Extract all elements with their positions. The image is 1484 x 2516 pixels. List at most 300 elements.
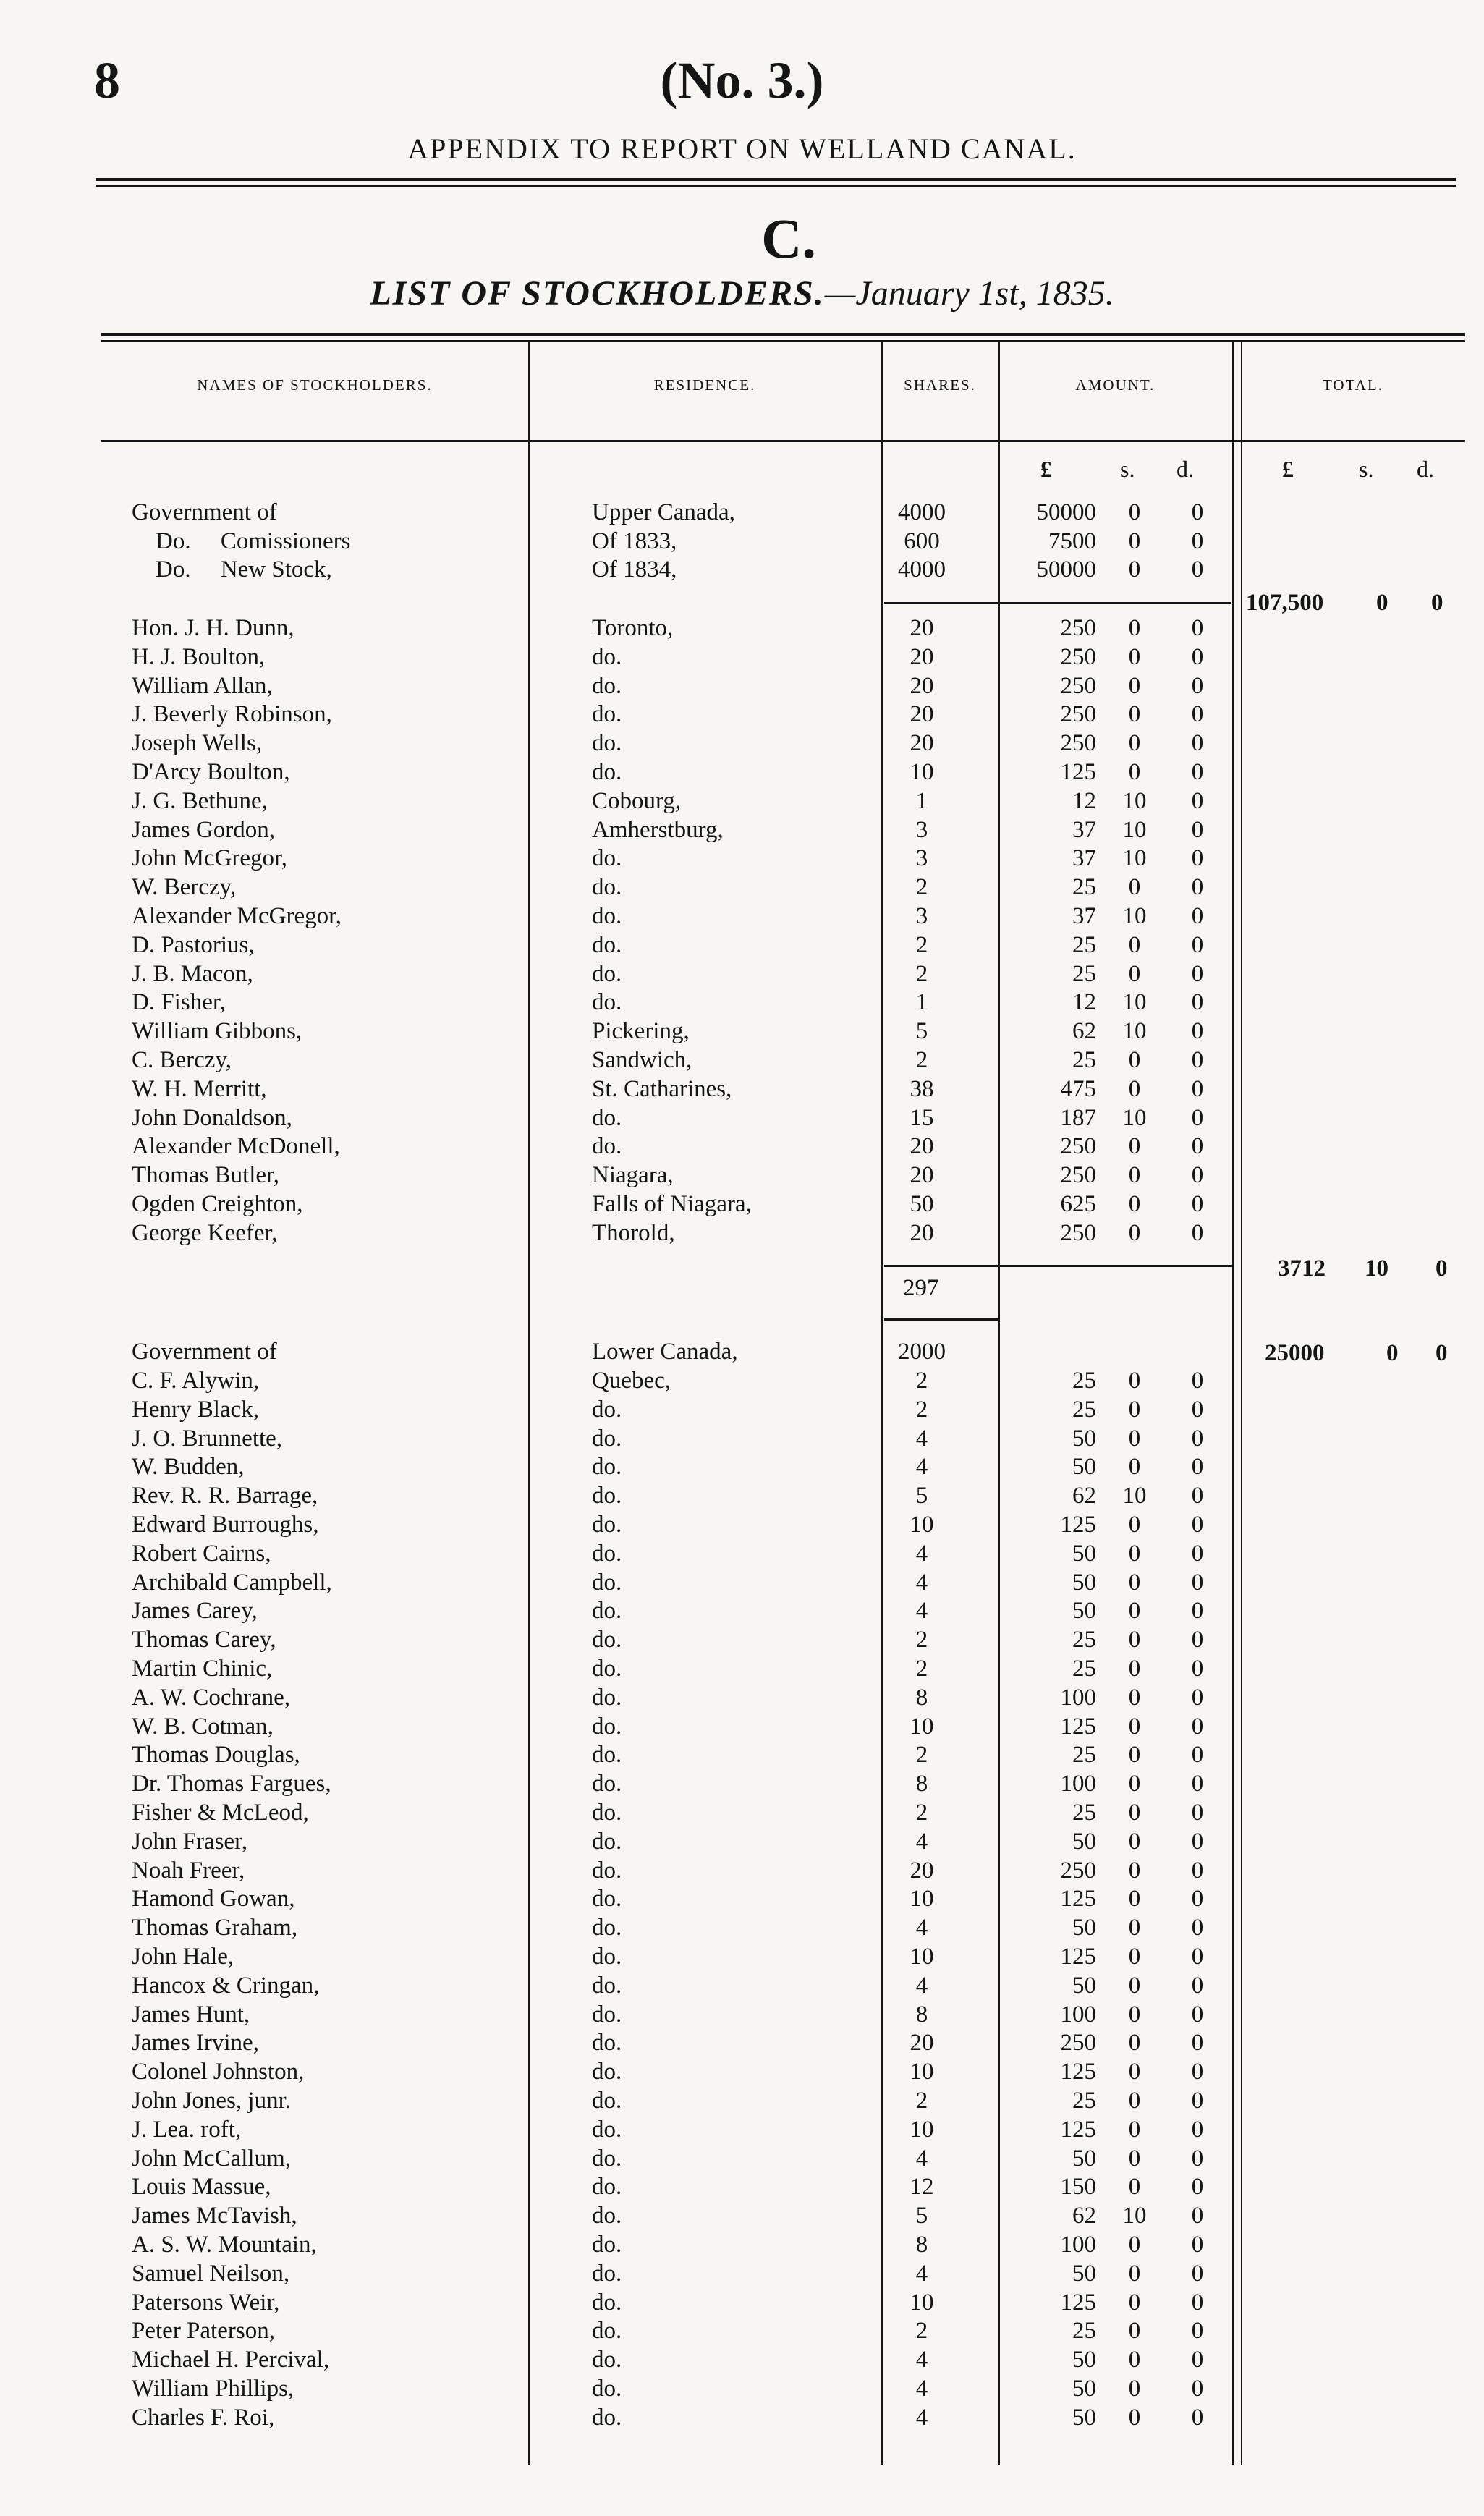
stockholder-shares: 4 — [915, 1569, 928, 1596]
amount-pounds: 50 — [1072, 1540, 1096, 1567]
amount-pence: 0 — [1191, 1627, 1204, 1653]
table-row — [0, 788, 1484, 817]
amount-shillings: 0 — [1128, 1396, 1141, 1423]
stockholder-shares: 4000 — [898, 499, 946, 525]
table-row — [0, 2405, 1484, 2434]
stockholder-residence: do. — [592, 1944, 622, 1970]
stockholder-residence: do. — [592, 903, 622, 929]
upper-total-shillings: 0 — [1376, 590, 1388, 616]
amount-shillings: 0 — [1128, 874, 1141, 901]
page-number: 8 — [94, 51, 120, 109]
amount-shillings: 0 — [1128, 2030, 1141, 2057]
amount-pounds: 125 — [1060, 1886, 1096, 1913]
stockholder-shares: 15 — [910, 1104, 934, 1131]
lower-total-pounds: 25000 — [1265, 1340, 1325, 1366]
table-row — [0, 528, 1484, 557]
table-row — [0, 1483, 1484, 1512]
stockholder-shares: 20 — [910, 1857, 934, 1884]
stockholder-name: Fisher & McLeod, — [132, 1800, 309, 1826]
table-row — [0, 644, 1484, 673]
amount-shillings: 0 — [1128, 931, 1141, 958]
upper-total-pence: 0 — [1431, 590, 1443, 616]
stockholder-name: Michael H. Percival, — [132, 2347, 330, 2373]
table-row — [0, 1598, 1484, 1627]
amount-shillings: 0 — [1128, 2404, 1141, 2431]
amount-shillings: 0 — [1128, 615, 1141, 641]
table-row — [0, 2232, 1484, 2261]
amount-shillings: 0 — [1128, 1684, 1141, 1711]
stockholder-shares: 4000 — [898, 556, 946, 583]
stockholder-shares: 20 — [910, 2030, 934, 2057]
table-row — [0, 1105, 1484, 1134]
stockholder-name: Noah Freer, — [132, 1857, 245, 1884]
unit-pence: d. — [1176, 456, 1194, 482]
stockholder-name: James Gordon, — [132, 816, 275, 843]
stockholder-name: Thomas Graham, — [132, 1915, 298, 1941]
amount-pence: 0 — [1191, 1133, 1204, 1160]
amount-pounds: 125 — [1060, 1944, 1096, 1970]
amount-pence: 0 — [1191, 2260, 1204, 2287]
amount-pence: 0 — [1191, 528, 1204, 554]
stockholder-residence: do. — [592, 989, 622, 1016]
amount-pounds: 125 — [1060, 2116, 1096, 2143]
amount-pence: 0 — [1191, 2404, 1204, 2431]
amount-pence: 0 — [1191, 1771, 1204, 1797]
stockholder-shares: 3 — [915, 816, 928, 843]
amount-pounds: 250 — [1060, 1133, 1096, 1160]
table-row — [0, 556, 1484, 585]
amount-pounds: 187 — [1060, 1104, 1096, 1131]
stockholder-name: Martin Chinic, — [132, 1656, 273, 1682]
stockholder-name: Ogden Creighton, — [132, 1191, 303, 1217]
stockholder-residence: do. — [592, 1800, 622, 1826]
amount-shillings: 10 — [1122, 2203, 1147, 2229]
amount-shillings: 0 — [1128, 1425, 1141, 1452]
stockholder-name: Dr. Thomas Fargues, — [132, 1771, 331, 1797]
lower-total-shillings: 0 — [1386, 1340, 1399, 1366]
stockholder-residence: Falls of Niagara, — [592, 1191, 752, 1217]
appendix-title: APPENDIX TO REPORT ON WELLAND CANAL. — [407, 132, 1077, 165]
stockholder-shares: 20 — [910, 701, 934, 728]
amount-shillings: 10 — [1122, 787, 1147, 814]
stockholder-name: James McTavish, — [132, 2203, 297, 2229]
amount-pounds: 50 — [1072, 2404, 1096, 2431]
stockholder-shares: 10 — [910, 2289, 934, 2316]
stockholder-shares: 2 — [915, 1396, 928, 1423]
amount-pence: 0 — [1191, 2145, 1204, 2172]
amount-pounds: 25 — [1072, 1656, 1096, 1682]
stockholder-shares: 4 — [915, 1915, 928, 1941]
table-row — [0, 961, 1484, 990]
amount-pounds: 250 — [1060, 672, 1096, 699]
stockholder-shares: 20 — [910, 1162, 934, 1189]
stockholder-residence: do. — [592, 960, 622, 987]
table-row — [0, 2318, 1484, 2347]
stockholder-shares: 4 — [915, 2376, 928, 2402]
amount-shillings: 0 — [1128, 643, 1141, 670]
private-amount-rule — [998, 1265, 1232, 1267]
amount-pence: 0 — [1191, 1018, 1204, 1045]
amount-pence: 0 — [1191, 989, 1204, 1016]
stockholder-name: Archibald Campbell, — [132, 1569, 332, 1596]
table-row — [0, 1512, 1484, 1541]
amount-pence: 0 — [1191, 1191, 1204, 1217]
amount-pence: 0 — [1191, 1396, 1204, 1423]
stockholder-residence: do. — [592, 1627, 622, 1653]
stockholder-residence: do. — [592, 1886, 622, 1913]
amount-shillings: 0 — [1128, 2145, 1141, 2172]
stockholder-residence: do. — [592, 1569, 622, 1596]
amount-shillings: 0 — [1128, 1972, 1141, 1999]
stockholder-name: Henry Black, — [132, 1396, 259, 1423]
stockholder-name: William Allan, — [132, 672, 273, 699]
table-row — [0, 1973, 1484, 2002]
table-row — [0, 2290, 1484, 2318]
amount-pence: 0 — [1191, 1540, 1204, 1567]
table-row — [0, 932, 1484, 961]
stockholder-name: J. Beverly Robinson, — [132, 701, 332, 728]
amount-shillings: 0 — [1128, 1598, 1141, 1625]
table-row — [0, 1368, 1484, 1397]
amount-pence: 0 — [1191, 2318, 1204, 2345]
stockholder-shares: 20 — [910, 730, 934, 757]
private-subtotal-rule-top — [884, 1265, 998, 1267]
stockholder-name: William Phillips, — [132, 2376, 294, 2402]
stockholder-name: A. W. Cochrane, — [132, 1684, 291, 1711]
amount-pounds: 100 — [1060, 1771, 1096, 1797]
stockholder-name: Do. Comissioners — [132, 528, 351, 554]
amount-shillings: 0 — [1128, 2174, 1141, 2201]
stockholder-shares: 20 — [910, 1219, 934, 1246]
stockholder-name: James Irvine, — [132, 2030, 259, 2057]
table-row — [0, 1191, 1484, 1220]
amount-pence: 0 — [1191, 1162, 1204, 1189]
stockholder-residence: do. — [592, 1857, 622, 1884]
table-row — [0, 1771, 1484, 1800]
amount-pounds: 475 — [1060, 1075, 1096, 1102]
stockholder-shares: 10 — [910, 2116, 934, 2143]
amount-pence: 0 — [1191, 1047, 1204, 1073]
table-row — [0, 2261, 1484, 2290]
amount-pence: 0 — [1191, 1425, 1204, 1452]
header-total: TOTAL. — [1322, 376, 1383, 394]
stockholder-residence: do. — [592, 672, 622, 699]
table-row — [0, 1829, 1484, 1858]
amount-pence: 0 — [1191, 2232, 1204, 2258]
stockholder-residence: do. — [592, 2174, 622, 2201]
amount-shillings: 0 — [1128, 1886, 1141, 1913]
stockholder-name: John Hale, — [132, 1944, 234, 1970]
table-row — [0, 1714, 1484, 1742]
stockholder-residence: do. — [592, 1915, 622, 1941]
stockholder-shares: 2 — [915, 960, 928, 987]
amount-pence: 0 — [1191, 1219, 1204, 1246]
stockholder-residence: do. — [592, 2260, 622, 2287]
stockholder-residence: do. — [592, 2059, 622, 2085]
amount-pounds: 250 — [1060, 1219, 1096, 1246]
table-row — [0, 1018, 1484, 1047]
stockholder-name: H. J. Boulton, — [132, 643, 266, 670]
amount-shillings: 0 — [1128, 2116, 1141, 2143]
stockholder-shares: 20 — [910, 672, 934, 699]
stockholder-name: Colonel Johnston, — [132, 2059, 305, 2085]
table-row — [0, 499, 1484, 528]
table-row — [0, 1742, 1484, 1771]
table-row — [0, 2002, 1484, 2030]
amount-shillings: 10 — [1122, 816, 1147, 843]
amount-shillings: 0 — [1128, 1368, 1141, 1394]
stockholder-residence: Niagara, — [592, 1162, 674, 1189]
table-row — [0, 2117, 1484, 2146]
amount-pence: 0 — [1191, 1972, 1204, 1999]
amount-pounds: 50 — [1072, 2145, 1096, 2172]
stockholder-name: W. Berczy, — [132, 874, 237, 901]
amount-pounds: 50 — [1072, 1454, 1096, 1481]
amount-shillings: 0 — [1128, 2318, 1141, 2345]
amount-shillings: 0 — [1128, 1133, 1141, 1160]
amount-shillings: 0 — [1128, 556, 1141, 583]
amount-shillings: 0 — [1128, 1191, 1141, 1217]
stockholder-shares: 2 — [915, 1368, 928, 1394]
amount-pounds: 25 — [1072, 1742, 1096, 1769]
amount-pounds: 62 — [1072, 1018, 1096, 1045]
amount-pounds: 7500 — [1048, 528, 1096, 554]
amount-pounds: 250 — [1060, 643, 1096, 670]
table-row — [0, 673, 1484, 702]
stockholder-residence: do. — [592, 643, 622, 670]
table-row — [0, 1915, 1484, 1944]
document-number: (No. 3.) — [660, 51, 824, 109]
amount-pence: 0 — [1191, 643, 1204, 670]
stockholder-shares: 2 — [915, 1742, 928, 1769]
amount-pence: 0 — [1191, 2174, 1204, 2201]
stockholder-shares: 4 — [915, 1598, 928, 1625]
stockholder-residence: do. — [592, 701, 622, 728]
amount-pounds: 25 — [1072, 1627, 1096, 1653]
stockholder-shares: 3 — [915, 845, 928, 872]
amount-shillings: 0 — [1128, 499, 1141, 525]
amount-shillings: 0 — [1128, 1742, 1141, 1769]
table-row — [0, 1627, 1484, 1656]
amount-pounds: 125 — [1060, 2059, 1096, 2085]
private-total-pounds: 3712 — [1278, 1255, 1326, 1282]
amount-pounds: 100 — [1060, 2232, 1096, 2258]
stockholder-residence: do. — [592, 2318, 622, 2345]
table-row — [0, 1047, 1484, 1076]
amount-pence: 0 — [1191, 816, 1204, 843]
stockholder-residence: do. — [592, 2030, 622, 2057]
stockholder-name: Robert Cairns, — [132, 1540, 271, 1567]
table-row — [0, 615, 1484, 644]
amount-shillings: 0 — [1128, 1828, 1141, 1855]
stockholder-shares: 5 — [915, 2203, 928, 2229]
amount-pence: 0 — [1191, 1656, 1204, 1682]
table-row — [0, 759, 1484, 788]
amount-pounds: 25 — [1072, 1396, 1096, 1423]
stockholder-shares: 4 — [915, 2145, 928, 2172]
amount-pounds: 25 — [1072, 1368, 1096, 1394]
stockholder-name: John Fraser, — [132, 1828, 247, 1855]
stockholder-name: William Gibbons, — [132, 1018, 302, 1045]
amount-shillings: 10 — [1122, 1483, 1147, 1509]
stockholder-residence: do. — [592, 1512, 622, 1538]
amount-pounds: 12 — [1072, 787, 1096, 814]
amount-pence: 0 — [1191, 2001, 1204, 2028]
amount-pence: 0 — [1191, 2347, 1204, 2373]
stockholder-residence: do. — [592, 2145, 622, 2172]
stockholder-residence: do. — [592, 874, 622, 901]
amount-pounds: 25 — [1072, 1800, 1096, 1826]
amount-shillings: 0 — [1128, 2289, 1141, 2316]
amount-pence: 0 — [1191, 1857, 1204, 1884]
amount-pence: 0 — [1191, 845, 1204, 872]
stockholder-residence: do. — [592, 1396, 622, 1423]
stockholder-name: Alexander McDonell, — [132, 1133, 340, 1160]
amount-pounds: 50 — [1072, 2260, 1096, 2287]
table-row — [0, 989, 1484, 1018]
stockholder-residence: do. — [592, 1684, 622, 1711]
stockholder-name: J. B. Macon, — [132, 960, 253, 987]
stockholder-shares: 4 — [915, 2260, 928, 2287]
table-row — [0, 1454, 1484, 1483]
stockholder-name: Do. New Stock, — [132, 556, 332, 583]
amount-shillings: 0 — [1128, 1915, 1141, 1941]
stockholder-shares: 5 — [915, 1018, 928, 1045]
stockholder-residence: do. — [592, 2088, 622, 2114]
amount-pounds: 125 — [1060, 2289, 1096, 2316]
stockholder-shares: 4 — [915, 1540, 928, 1567]
amount-pence: 0 — [1191, 2376, 1204, 2402]
stockholder-name: Peter Paterson, — [132, 2318, 275, 2345]
table-row — [0, 903, 1484, 932]
stockholder-name: Government of — [132, 1339, 277, 1365]
amount-pounds: 250 — [1060, 730, 1096, 757]
stockholder-residence: do. — [592, 2116, 622, 2143]
stockholder-shares: 2 — [915, 1656, 928, 1682]
amount-pence: 0 — [1191, 1104, 1204, 1131]
upper-total-pounds: 107,500 — [1246, 590, 1324, 616]
amount-pounds: 50 — [1072, 2376, 1096, 2402]
stockholder-name: John Jones, junr. — [132, 2088, 292, 2114]
amount-shillings: 0 — [1128, 759, 1141, 785]
header-rule-thin — [96, 185, 1456, 187]
amount-shillings: 0 — [1128, 1713, 1141, 1740]
amount-shillings: 0 — [1128, 1075, 1141, 1102]
stockholder-shares: 10 — [910, 1512, 934, 1538]
amount-pence: 0 — [1191, 931, 1204, 958]
amount-pounds: 37 — [1072, 845, 1096, 872]
stockholder-shares: 2 — [915, 1627, 928, 1653]
amount-pence: 0 — [1191, 615, 1204, 641]
amount-pence: 0 — [1191, 759, 1204, 785]
amount-shillings: 10 — [1122, 903, 1147, 929]
stockholder-shares: 2000 — [898, 1339, 946, 1365]
stockholder-residence: Of 1833, — [592, 528, 677, 554]
table-row — [0, 817, 1484, 846]
header-shares: SHARES. — [904, 376, 976, 394]
amount-shillings: 0 — [1128, 701, 1141, 728]
amount-shillings: 0 — [1128, 1857, 1141, 1884]
lower-total-pence: 0 — [1436, 1340, 1448, 1366]
amount-pence: 0 — [1191, 1713, 1204, 1740]
stockholder-shares: 4 — [915, 1454, 928, 1481]
table-row — [0, 2088, 1484, 2117]
stockholder-name: Patersons Weir, — [132, 2289, 280, 2316]
amount-pence: 0 — [1191, 2203, 1204, 2229]
table-row — [0, 2376, 1484, 2405]
stockholder-residence: Quebec, — [592, 1368, 671, 1394]
amount-pounds: 50 — [1072, 2347, 1096, 2373]
stockholder-name: Government of — [132, 499, 277, 525]
stockholder-residence: Of 1834, — [592, 556, 677, 583]
stockholder-name: Hon. J. H. Dunn, — [132, 615, 294, 641]
table-row — [0, 845, 1484, 874]
stockholder-residence: do. — [592, 1771, 622, 1797]
stockholder-shares: 4 — [915, 1972, 928, 1999]
stockholder-residence: do. — [592, 1713, 622, 1740]
stockholder-shares: 4 — [915, 2404, 928, 2431]
table-header-rule — [101, 440, 1465, 442]
stockholder-name: Hamond Gowan, — [132, 1886, 295, 1913]
stockholder-residence: do. — [592, 1656, 622, 1682]
private-subtotal-rule-bottom — [884, 1318, 998, 1321]
amount-pounds: 50000 — [1036, 556, 1096, 583]
stockholder-name: J. O. Brunnette, — [132, 1425, 283, 1452]
amount-shillings: 0 — [1128, 2260, 1141, 2287]
amount-shillings: 0 — [1128, 1656, 1141, 1682]
stockholder-name: W. Budden, — [132, 1454, 245, 1481]
private-total-pence: 0 — [1436, 1255, 1448, 1282]
amount-pence: 0 — [1191, 499, 1204, 525]
stockholder-shares: 20 — [910, 1133, 934, 1160]
stockholder-name: W. H. Merritt, — [132, 1075, 267, 1102]
stockholder-residence: do. — [592, 1742, 622, 1769]
amount-shillings: 0 — [1128, 1454, 1141, 1481]
amount-shillings: 10 — [1122, 1104, 1147, 1131]
stockholder-residence: do. — [592, 2404, 622, 2431]
stockholder-residence: Lower Canada, — [592, 1339, 738, 1365]
amount-pence: 0 — [1191, 787, 1204, 814]
stockholder-shares: 10 — [910, 1713, 934, 1740]
amount-pounds: 625 — [1060, 1191, 1096, 1217]
stockholder-shares: 10 — [910, 1886, 934, 1913]
amount-pounds: 100 — [1060, 1684, 1096, 1711]
stockholder-name: Edward Burroughs, — [132, 1512, 319, 1538]
amount-pence: 0 — [1191, 1368, 1204, 1394]
stockholder-name: D'Arcy Boulton, — [132, 759, 290, 785]
stockholder-residence: do. — [592, 1598, 622, 1625]
stockholder-residence: St. Catharines, — [592, 1075, 732, 1102]
lower-canada-government-row — [0, 1339, 1484, 1368]
amount-pounds: 50 — [1072, 1425, 1096, 1452]
stockholder-shares: 4 — [915, 1828, 928, 1855]
table-row — [0, 1570, 1484, 1598]
amount-pounds: 25 — [1072, 960, 1096, 987]
amount-pounds: 50 — [1072, 1972, 1096, 1999]
amount-pence: 0 — [1191, 2059, 1204, 2085]
table-row — [0, 1800, 1484, 1829]
table-row — [0, 1076, 1484, 1105]
stockholder-shares: 2 — [915, 931, 928, 958]
amount-pounds: 125 — [1060, 1512, 1096, 1538]
private-total-shillings: 10 — [1365, 1255, 1388, 1282]
table-row — [0, 1162, 1484, 1191]
stockholder-shares: 2 — [915, 1047, 928, 1073]
stockholder-name: Alexander McGregor, — [132, 903, 342, 929]
table-row — [0, 1220, 1484, 1249]
stockholder-shares: 2 — [915, 2088, 928, 2114]
stockholder-name: Louis Massue, — [132, 2174, 271, 2201]
